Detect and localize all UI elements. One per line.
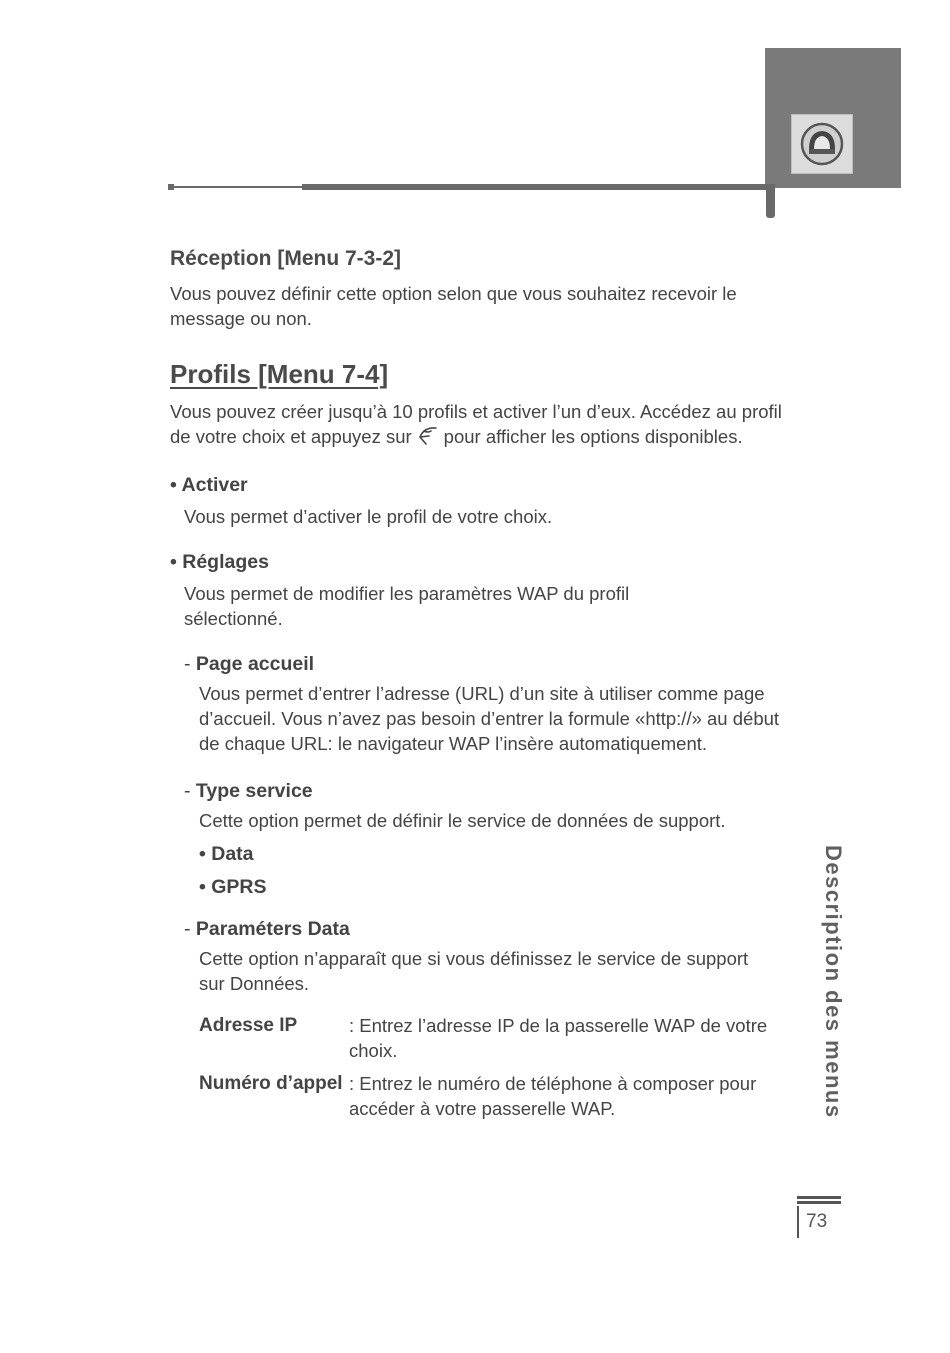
parametres-data-title: Paraméters Data [195,918,350,940]
profils-heading: Profils [Menu 7-4] [170,359,389,389]
type-service-option-data: • Data [199,843,254,865]
definition-row [199,1071,800,1121]
definition-row [199,1013,800,1063]
page-content [170,245,800,1121]
page-accueil-title: Page accueil [195,653,315,675]
activer-heading: • Activer [170,474,248,496]
type-service-title: Type service [195,780,313,802]
parametres-data-heading [184,916,800,942]
page-accueil-body: Vous permet d’entrer l’adresse (URL) d’un site à utiliser comme page d’accueil. Vous n’avez pas besoin d’entrer la formule «http://» au début de chaque URL: le navigateur WAP l’insère automatiquement. [199,683,780,754]
header-rule-thin [168,186,304,188]
reception-body: Vous pouvez définir cette option selon que vous souhaitez recevoir le message ou non. [170,283,737,329]
profils-intro-part2: pour afficher les options disponibles. [443,426,743,447]
left-softkey-icon [416,424,440,454]
type-service-heading [184,778,800,804]
page-number-bars [797,1196,841,1206]
reception-heading: Réception [Menu 7-3-2] [170,247,402,270]
header-rule-thick [302,184,772,190]
activer-body: Vous permet d’activer le profil de votre choix. [184,506,553,527]
dash: - [184,653,196,675]
type-service-option-gprs: • GPRS [199,876,267,898]
page-number: 73 [806,1211,828,1232]
page-accueil-heading [184,651,800,677]
reglages-heading: • Réglages [170,551,269,573]
profils-intro [170,399,800,454]
chapter-side-label: Description des menus [821,845,846,1119]
definition-desc: : Entrez l’adresse IP de la passerelle WAP de votre choix. [349,1015,768,1061]
header-rule-drop [766,184,775,218]
dash: - [184,918,196,940]
reglages-body: Vous permet de modifier les paramètres WAP du profil sélectionné. [184,583,630,629]
definition-term: Numéro d’appel [199,1073,343,1094]
definition-term: Adresse IP [199,1015,298,1036]
profils-intro-part1: Vous pouvez créer jusqu’à 10 profils et activer l’un d’eux. Accédez au profil de votre choix et appuyez sur [170,401,782,447]
globe-phone-icon [791,114,853,174]
parametres-data-body: Cette option n’apparaît que si vous définissez le service de support sur Données. [199,948,749,994]
dash: - [184,780,196,802]
definition-desc: : Entrez le numéro de téléphone à composer pour accéder à votre passerelle WAP. [349,1073,757,1119]
type-service-body: Cette option permet de définir le service de données de support. [199,810,726,831]
